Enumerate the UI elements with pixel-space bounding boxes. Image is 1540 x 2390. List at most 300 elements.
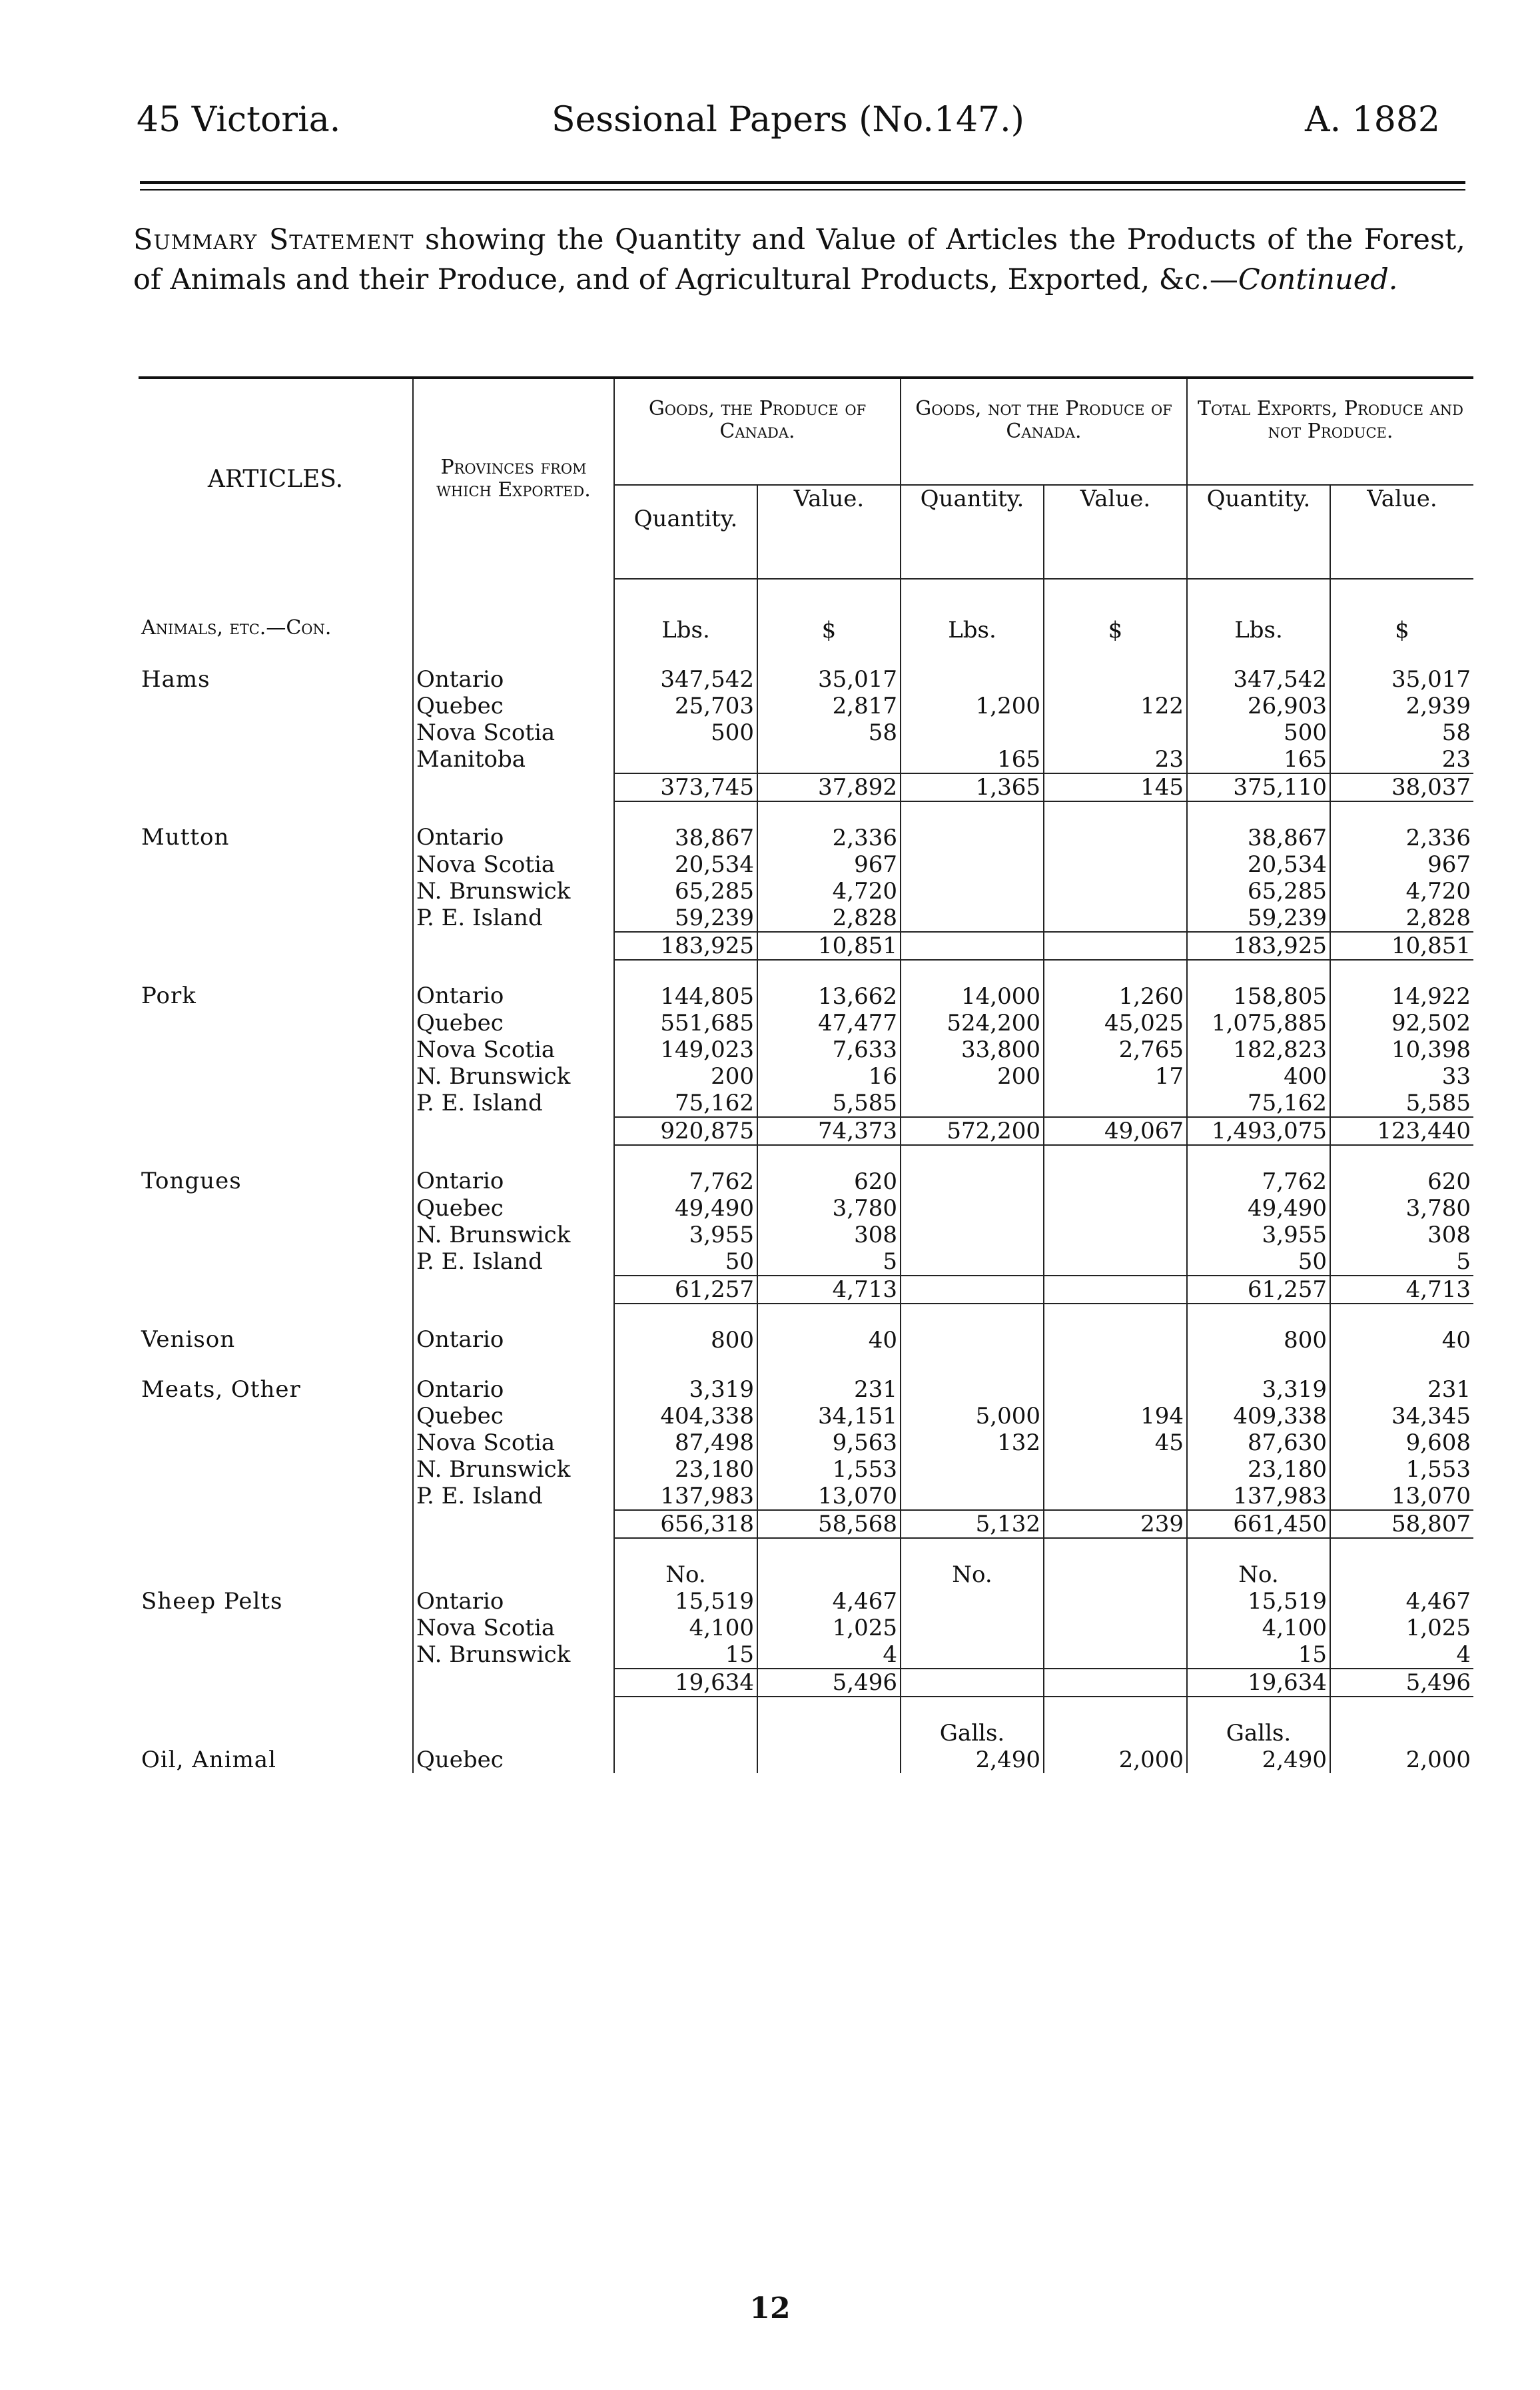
value-cell xyxy=(901,1483,1044,1510)
value-cell: 14,922 xyxy=(1391,983,1471,1010)
value-cell: 308 xyxy=(757,1222,901,1248)
value-cell: 40 xyxy=(1441,1327,1471,1354)
total-cell: 4,713 xyxy=(1330,1276,1473,1304)
province-name: Nova Scotia xyxy=(413,851,614,878)
data-row xyxy=(139,1403,1473,1429)
value-cell: 9,563 xyxy=(757,1429,901,1456)
data-row xyxy=(139,1747,1473,1773)
value-cell xyxy=(901,1304,1044,1354)
province-name: Nova Scotia xyxy=(413,1429,614,1456)
value-cell xyxy=(901,719,1044,746)
data-row xyxy=(139,1036,1473,1063)
value-cell: 35,017 xyxy=(757,643,901,693)
province-name: Ontario xyxy=(413,1588,614,1615)
value-cell: 58 xyxy=(757,719,901,746)
province-name: Quebec xyxy=(413,1403,614,1429)
total-cell: 58,568 xyxy=(757,1510,901,1538)
value-cell xyxy=(901,1615,1044,1641)
article-name: Meats, Other xyxy=(139,1354,413,1403)
value-cell xyxy=(901,1588,1044,1615)
value-cell: 137,983 xyxy=(614,1483,757,1510)
unit-cell: $ xyxy=(1044,579,1187,643)
total-cell: 4,713 xyxy=(757,1276,901,1304)
total-row xyxy=(139,1669,1473,1697)
total-cell: 37,892 xyxy=(757,773,901,801)
value-cell: 10,398 xyxy=(1391,1036,1471,1063)
article-name: Venison xyxy=(139,1304,413,1354)
total-cell xyxy=(901,932,1044,960)
value-cell: 1,075,885 xyxy=(1187,1010,1330,1036)
total-cell: 661,450 xyxy=(1187,1510,1330,1538)
unit-cell: Galls. xyxy=(1187,1697,1330,1747)
total-cell: 920,875 xyxy=(614,1117,757,1145)
data-row xyxy=(139,1090,1473,1117)
value-cell: 620 xyxy=(1427,1168,1471,1195)
value-cell: 2,336 xyxy=(1405,825,1471,851)
value-cell: 4 xyxy=(1456,1641,1471,1668)
province-name: N. Brunswick xyxy=(413,1063,614,1090)
value-cell: 14,000 xyxy=(901,960,1044,1010)
value-cell: 75,162 xyxy=(1187,1090,1330,1117)
col-value-total: Value. xyxy=(1330,485,1473,579)
exports-table-body xyxy=(139,579,1473,1773)
statement-title xyxy=(133,220,1465,300)
value-cell: 347,542 xyxy=(614,643,757,693)
header-session: 45 Victoria. xyxy=(137,100,341,140)
value-cell: 200 xyxy=(901,1063,1044,1090)
value-cell xyxy=(901,1354,1044,1403)
value-cell: 2,336 xyxy=(757,801,901,851)
total-cell: 1,493,075 xyxy=(1187,1117,1330,1145)
value-cell: 3,955 xyxy=(1187,1222,1330,1248)
province-name: P. E. Island xyxy=(413,905,614,932)
data-row xyxy=(139,1248,1473,1276)
value-cell: 5 xyxy=(1456,1248,1471,1275)
value-cell xyxy=(901,1222,1044,1248)
value-cell xyxy=(901,1145,1044,1195)
value-cell: 122 xyxy=(1044,693,1187,719)
value-cell: 38,867 xyxy=(1187,801,1330,851)
data-row xyxy=(139,1195,1473,1222)
value-cell: 92,502 xyxy=(1391,1010,1471,1036)
value-cell xyxy=(901,1090,1044,1117)
total-cell: 183,925 xyxy=(1187,932,1330,960)
data-row xyxy=(139,1354,1473,1403)
value-cell: 17 xyxy=(1044,1063,1187,1090)
total-cell: 572,200 xyxy=(901,1117,1044,1145)
value-cell: 524,200 xyxy=(901,1010,1044,1036)
unit-cell: Galls. xyxy=(901,1697,1044,1747)
value-cell: 1,553 xyxy=(1405,1456,1471,1483)
unit-cell: Lbs. xyxy=(1187,579,1330,643)
value-cell xyxy=(1044,801,1187,851)
value-cell xyxy=(901,1248,1044,1276)
unit-cell xyxy=(614,1697,757,1747)
total-cell: 10,851 xyxy=(1330,932,1473,960)
value-cell: 165 xyxy=(901,746,1044,773)
value-cell: 23 xyxy=(1044,746,1187,773)
value-cell xyxy=(614,746,757,773)
value-cell: 13,070 xyxy=(757,1483,901,1510)
value-cell: 967 xyxy=(1427,851,1471,878)
value-cell: 26,903 xyxy=(1187,693,1330,719)
value-cell xyxy=(1044,905,1187,932)
value-cell: 149,023 xyxy=(614,1036,757,1063)
value-cell xyxy=(901,801,1044,851)
article-name: Pork xyxy=(139,960,413,1010)
data-row xyxy=(139,1483,1473,1510)
total-cell: 183,925 xyxy=(614,932,757,960)
value-cell: 500 xyxy=(614,719,757,746)
total-cell xyxy=(1044,932,1187,960)
value-cell: 5,000 xyxy=(901,1403,1044,1429)
data-row xyxy=(139,1304,1473,1354)
value-cell: 9,608 xyxy=(1405,1429,1471,1456)
value-cell xyxy=(901,1641,1044,1669)
value-cell: 45 xyxy=(1044,1429,1187,1456)
province-name: Nova Scotia xyxy=(413,719,614,746)
value-cell: 620 xyxy=(757,1145,901,1195)
total-row xyxy=(139,1510,1473,1538)
value-cell: 2,817 xyxy=(757,693,901,719)
value-cell: 1,025 xyxy=(757,1615,901,1641)
province-name: Manitoba xyxy=(413,746,614,773)
header-rule-bottom xyxy=(140,189,1465,191)
total-cell: 19,634 xyxy=(614,1669,757,1697)
header-rule-top xyxy=(140,181,1465,184)
value-cell xyxy=(1044,878,1187,905)
value-cell: 400 xyxy=(1187,1063,1330,1090)
province-name: Quebec xyxy=(413,1010,614,1036)
value-cell: 2,490 xyxy=(1187,1747,1330,1773)
value-cell xyxy=(1044,1483,1187,1510)
province-name: N. Brunswick xyxy=(413,1456,614,1483)
value-cell: 4,100 xyxy=(614,1615,757,1641)
value-cell: 4,100 xyxy=(1187,1615,1330,1641)
value-cell: 3,319 xyxy=(614,1354,757,1403)
province-name: N. Brunswick xyxy=(413,1641,614,1669)
value-cell: 1,553 xyxy=(757,1456,901,1483)
province-name: Quebec xyxy=(413,1195,614,1222)
province-name: Ontario xyxy=(413,1354,614,1403)
value-cell: 20,534 xyxy=(1187,851,1330,878)
data-row xyxy=(139,1010,1473,1036)
data-row xyxy=(139,1588,1473,1615)
unit-cell: Lbs. xyxy=(614,579,757,643)
value-cell xyxy=(1044,1456,1187,1483)
value-cell xyxy=(1044,1615,1187,1641)
province-name: Ontario xyxy=(413,960,614,1010)
total-row xyxy=(139,773,1473,801)
value-cell: 404,338 xyxy=(614,1403,757,1429)
total-cell xyxy=(1044,1669,1187,1697)
section-label: Animals, etc.—Con. xyxy=(139,579,413,643)
value-cell xyxy=(901,1195,1044,1222)
total-cell: 19,634 xyxy=(1187,1669,1330,1697)
value-cell xyxy=(901,851,1044,878)
article-name: Sheep Pelts xyxy=(139,1588,413,1615)
province-name: Ontario xyxy=(413,643,614,693)
value-cell: 87,498 xyxy=(614,1429,757,1456)
value-cell: 308 xyxy=(1427,1222,1471,1248)
value-cell xyxy=(1044,643,1187,693)
col-group-total: Total Exports, Produce and not Produce. xyxy=(1187,378,1473,485)
value-cell: 16 xyxy=(757,1063,901,1090)
province-name: N. Brunswick xyxy=(413,878,614,905)
total-cell: 373,745 xyxy=(614,773,757,801)
data-row xyxy=(139,719,1473,746)
value-cell: 40 xyxy=(757,1304,901,1354)
data-row xyxy=(139,1222,1473,1248)
value-cell: 144,805 xyxy=(614,960,757,1010)
value-cell: 45,025 xyxy=(1044,1010,1187,1036)
unit-cell: No. xyxy=(614,1538,757,1588)
value-cell: 1,025 xyxy=(1405,1615,1471,1641)
value-cell xyxy=(757,1747,901,1773)
total-cell xyxy=(901,1276,1044,1304)
value-cell: 500 xyxy=(1187,719,1330,746)
value-cell: 5 xyxy=(757,1248,901,1276)
value-cell xyxy=(901,878,1044,905)
header-papers: Sessional Papers (No.147.) xyxy=(552,100,1024,140)
value-cell xyxy=(1044,1641,1187,1669)
value-cell: 59,239 xyxy=(614,905,757,932)
data-row xyxy=(139,1429,1473,1456)
value-cell: 2,490 xyxy=(901,1747,1044,1773)
value-cell xyxy=(1044,1195,1187,1222)
article-name: Tongues xyxy=(139,1145,413,1195)
data-row xyxy=(139,643,1473,693)
value-cell: 165 xyxy=(1187,746,1330,773)
value-cell: 50 xyxy=(614,1248,757,1276)
value-cell: 38,867 xyxy=(614,801,757,851)
col-quantity-not-produce: Quantity. xyxy=(901,485,1044,579)
total-cell: 61,257 xyxy=(614,1276,757,1304)
value-cell: 34,151 xyxy=(757,1403,901,1429)
data-row xyxy=(139,960,1473,1010)
value-cell: 194 xyxy=(1044,1403,1187,1429)
value-cell: 231 xyxy=(757,1354,901,1403)
value-cell: 200 xyxy=(614,1063,757,1090)
value-cell: 33 xyxy=(1441,1063,1471,1090)
value-cell: 13,662 xyxy=(757,960,901,1010)
value-cell xyxy=(901,905,1044,932)
value-cell: 65,285 xyxy=(1187,878,1330,905)
province-name: Ontario xyxy=(413,1304,614,1354)
value-cell xyxy=(1044,1588,1187,1615)
province-name: P. E. Island xyxy=(413,1248,614,1276)
value-cell: 23,180 xyxy=(1187,1456,1330,1483)
unit-cell: Lbs. xyxy=(901,579,1044,643)
value-cell: 800 xyxy=(1187,1304,1330,1354)
province-name: Nova Scotia xyxy=(413,1036,614,1063)
value-cell: 3,780 xyxy=(1405,1195,1471,1222)
value-cell: 3,955 xyxy=(614,1222,757,1248)
col-group-not-produce: Goods, not the Produce of Canada. xyxy=(901,378,1187,485)
col-value-produce: Value. xyxy=(757,485,901,579)
total-cell: 375,110 xyxy=(1187,773,1330,801)
article-name: Mutton xyxy=(139,801,413,851)
col-articles: ARTICLES. xyxy=(139,378,413,579)
value-cell: 158,805 xyxy=(1187,960,1330,1010)
total-cell: 5,496 xyxy=(1330,1669,1473,1697)
value-cell xyxy=(901,1456,1044,1483)
province-name: Quebec xyxy=(413,1747,614,1773)
province-name: P. E. Island xyxy=(413,1483,614,1510)
value-cell: 2,000 xyxy=(1405,1747,1471,1773)
data-row xyxy=(139,878,1473,905)
value-cell: 551,685 xyxy=(614,1010,757,1036)
value-cell: 4,720 xyxy=(1405,878,1471,905)
total-cell: 123,440 xyxy=(1330,1117,1473,1145)
unit-row xyxy=(139,1697,1473,1747)
value-cell: 15 xyxy=(614,1641,757,1669)
total-cell: 49,067 xyxy=(1044,1117,1187,1145)
title-lead: Summary Statement xyxy=(133,223,414,256)
col-quantity-produce: Quantity. xyxy=(614,485,757,579)
data-row xyxy=(139,1641,1473,1669)
unit-cell: $ xyxy=(1395,617,1409,643)
value-cell: 7,762 xyxy=(1187,1145,1330,1195)
unit-cell: $ xyxy=(757,579,901,643)
total-cell: 5,132 xyxy=(901,1510,1044,1538)
value-cell xyxy=(1044,1090,1187,1117)
province-name: N. Brunswick xyxy=(413,1222,614,1248)
value-cell: 3,319 xyxy=(1187,1354,1330,1403)
value-cell: 15,519 xyxy=(614,1588,757,1615)
province-name: Ontario xyxy=(413,801,614,851)
data-row xyxy=(139,1456,1473,1483)
total-cell: 5,496 xyxy=(757,1669,901,1697)
title-continued: Continued. xyxy=(1238,263,1398,296)
province-name: Ontario xyxy=(413,1145,614,1195)
value-cell: 2,828 xyxy=(757,905,901,932)
value-cell: 182,823 xyxy=(1187,1036,1330,1063)
value-cell: 1,260 xyxy=(1044,960,1187,1010)
unit-row xyxy=(139,1538,1473,1588)
value-cell: 59,239 xyxy=(1187,905,1330,932)
value-cell: 65,285 xyxy=(614,878,757,905)
value-cell xyxy=(901,643,1044,693)
article-name: Hams xyxy=(139,643,413,693)
page-number: 12 xyxy=(749,2291,791,2325)
value-cell: 4,720 xyxy=(757,878,901,905)
value-cell: 87,630 xyxy=(1187,1429,1330,1456)
unit-cell: No. xyxy=(901,1538,1044,1588)
data-row xyxy=(139,905,1473,932)
value-cell: 35,017 xyxy=(1391,666,1471,693)
total-row xyxy=(139,1117,1473,1145)
value-cell: 4 xyxy=(757,1641,901,1669)
title-rest: showing the Quantity and Value of Articles the Products of the Forest, of Animals and their Produce, and of Agricultural Products, Exported, &c.— xyxy=(133,223,1465,296)
exports-table xyxy=(139,376,1473,1773)
total-cell: 58,807 xyxy=(1330,1510,1473,1538)
total-cell: 61,257 xyxy=(1187,1276,1330,1304)
value-cell: 75,162 xyxy=(614,1090,757,1117)
value-cell: 1,200 xyxy=(901,693,1044,719)
total-cell: 74,373 xyxy=(757,1117,901,1145)
header-year: A. 1882 xyxy=(1305,100,1440,140)
total-cell: 239 xyxy=(1044,1510,1187,1538)
value-cell: 967 xyxy=(757,851,901,878)
value-cell: 5,585 xyxy=(1405,1090,1471,1116)
value-cell: 23,180 xyxy=(614,1456,757,1483)
value-cell xyxy=(1044,1304,1187,1354)
value-cell xyxy=(1044,1248,1187,1276)
total-cell: 656,318 xyxy=(614,1510,757,1538)
data-row xyxy=(139,851,1473,878)
col-quantity-total: Quantity. xyxy=(1187,485,1330,579)
value-cell: 5,585 xyxy=(757,1090,901,1117)
article-name: Oil, Animal xyxy=(139,1747,413,1773)
value-cell: 4,467 xyxy=(757,1588,901,1615)
value-cell: 25,703 xyxy=(614,693,757,719)
data-row xyxy=(139,1145,1473,1195)
value-cell: 23 xyxy=(1441,746,1471,773)
province-name: Quebec xyxy=(413,693,614,719)
total-cell: 10,851 xyxy=(757,932,901,960)
value-cell: 132 xyxy=(901,1429,1044,1456)
total-row xyxy=(139,932,1473,960)
province-name: P. E. Island xyxy=(413,1090,614,1117)
value-cell: 231 xyxy=(1427,1376,1471,1403)
value-cell xyxy=(1044,1145,1187,1195)
value-cell: 33,800 xyxy=(901,1036,1044,1063)
value-cell: 409,338 xyxy=(1187,1403,1330,1429)
col-group-produce: Goods, the Produce of Canada. xyxy=(614,378,901,485)
value-cell: 58 xyxy=(1441,719,1471,746)
value-cell: 7,762 xyxy=(614,1145,757,1195)
col-value-not-produce: Value. xyxy=(1044,485,1187,579)
value-cell xyxy=(757,746,901,773)
value-cell: 4,467 xyxy=(1405,1588,1471,1615)
total-cell xyxy=(901,1669,1044,1697)
total-row xyxy=(139,1276,1473,1304)
value-cell xyxy=(1044,851,1187,878)
total-cell xyxy=(1044,1276,1187,1304)
total-cell: 38,037 xyxy=(1330,773,1473,801)
value-cell xyxy=(614,1747,757,1773)
value-cell: 137,983 xyxy=(1187,1483,1330,1510)
value-cell: 49,490 xyxy=(1187,1195,1330,1222)
total-cell: 145 xyxy=(1044,773,1187,801)
data-row xyxy=(139,693,1473,719)
data-row xyxy=(139,801,1473,851)
unit-cell: No. xyxy=(1187,1538,1330,1588)
value-cell: 7,633 xyxy=(757,1036,901,1063)
value-cell: 49,490 xyxy=(614,1195,757,1222)
value-cell: 50 xyxy=(1187,1248,1330,1276)
col-provinces: Provinces from which Exported. xyxy=(413,378,614,579)
value-cell: 15,519 xyxy=(1187,1588,1330,1615)
data-row xyxy=(139,1063,1473,1090)
value-cell: 47,477 xyxy=(757,1010,901,1036)
value-cell: 2,939 xyxy=(1405,693,1471,719)
data-row xyxy=(139,746,1473,773)
data-row xyxy=(139,1615,1473,1641)
value-cell: 34,345 xyxy=(1391,1403,1471,1429)
value-cell: 347,542 xyxy=(1187,643,1330,693)
province-name: Nova Scotia xyxy=(413,1615,614,1641)
value-cell: 15 xyxy=(1187,1641,1330,1669)
value-cell: 20,534 xyxy=(614,851,757,878)
value-cell xyxy=(1044,1222,1187,1248)
value-cell xyxy=(1044,719,1187,746)
value-cell: 2,000 xyxy=(1044,1747,1187,1773)
total-cell: 1,365 xyxy=(901,773,1044,801)
value-cell: 2,765 xyxy=(1044,1036,1187,1063)
value-cell: 13,070 xyxy=(1391,1483,1471,1509)
